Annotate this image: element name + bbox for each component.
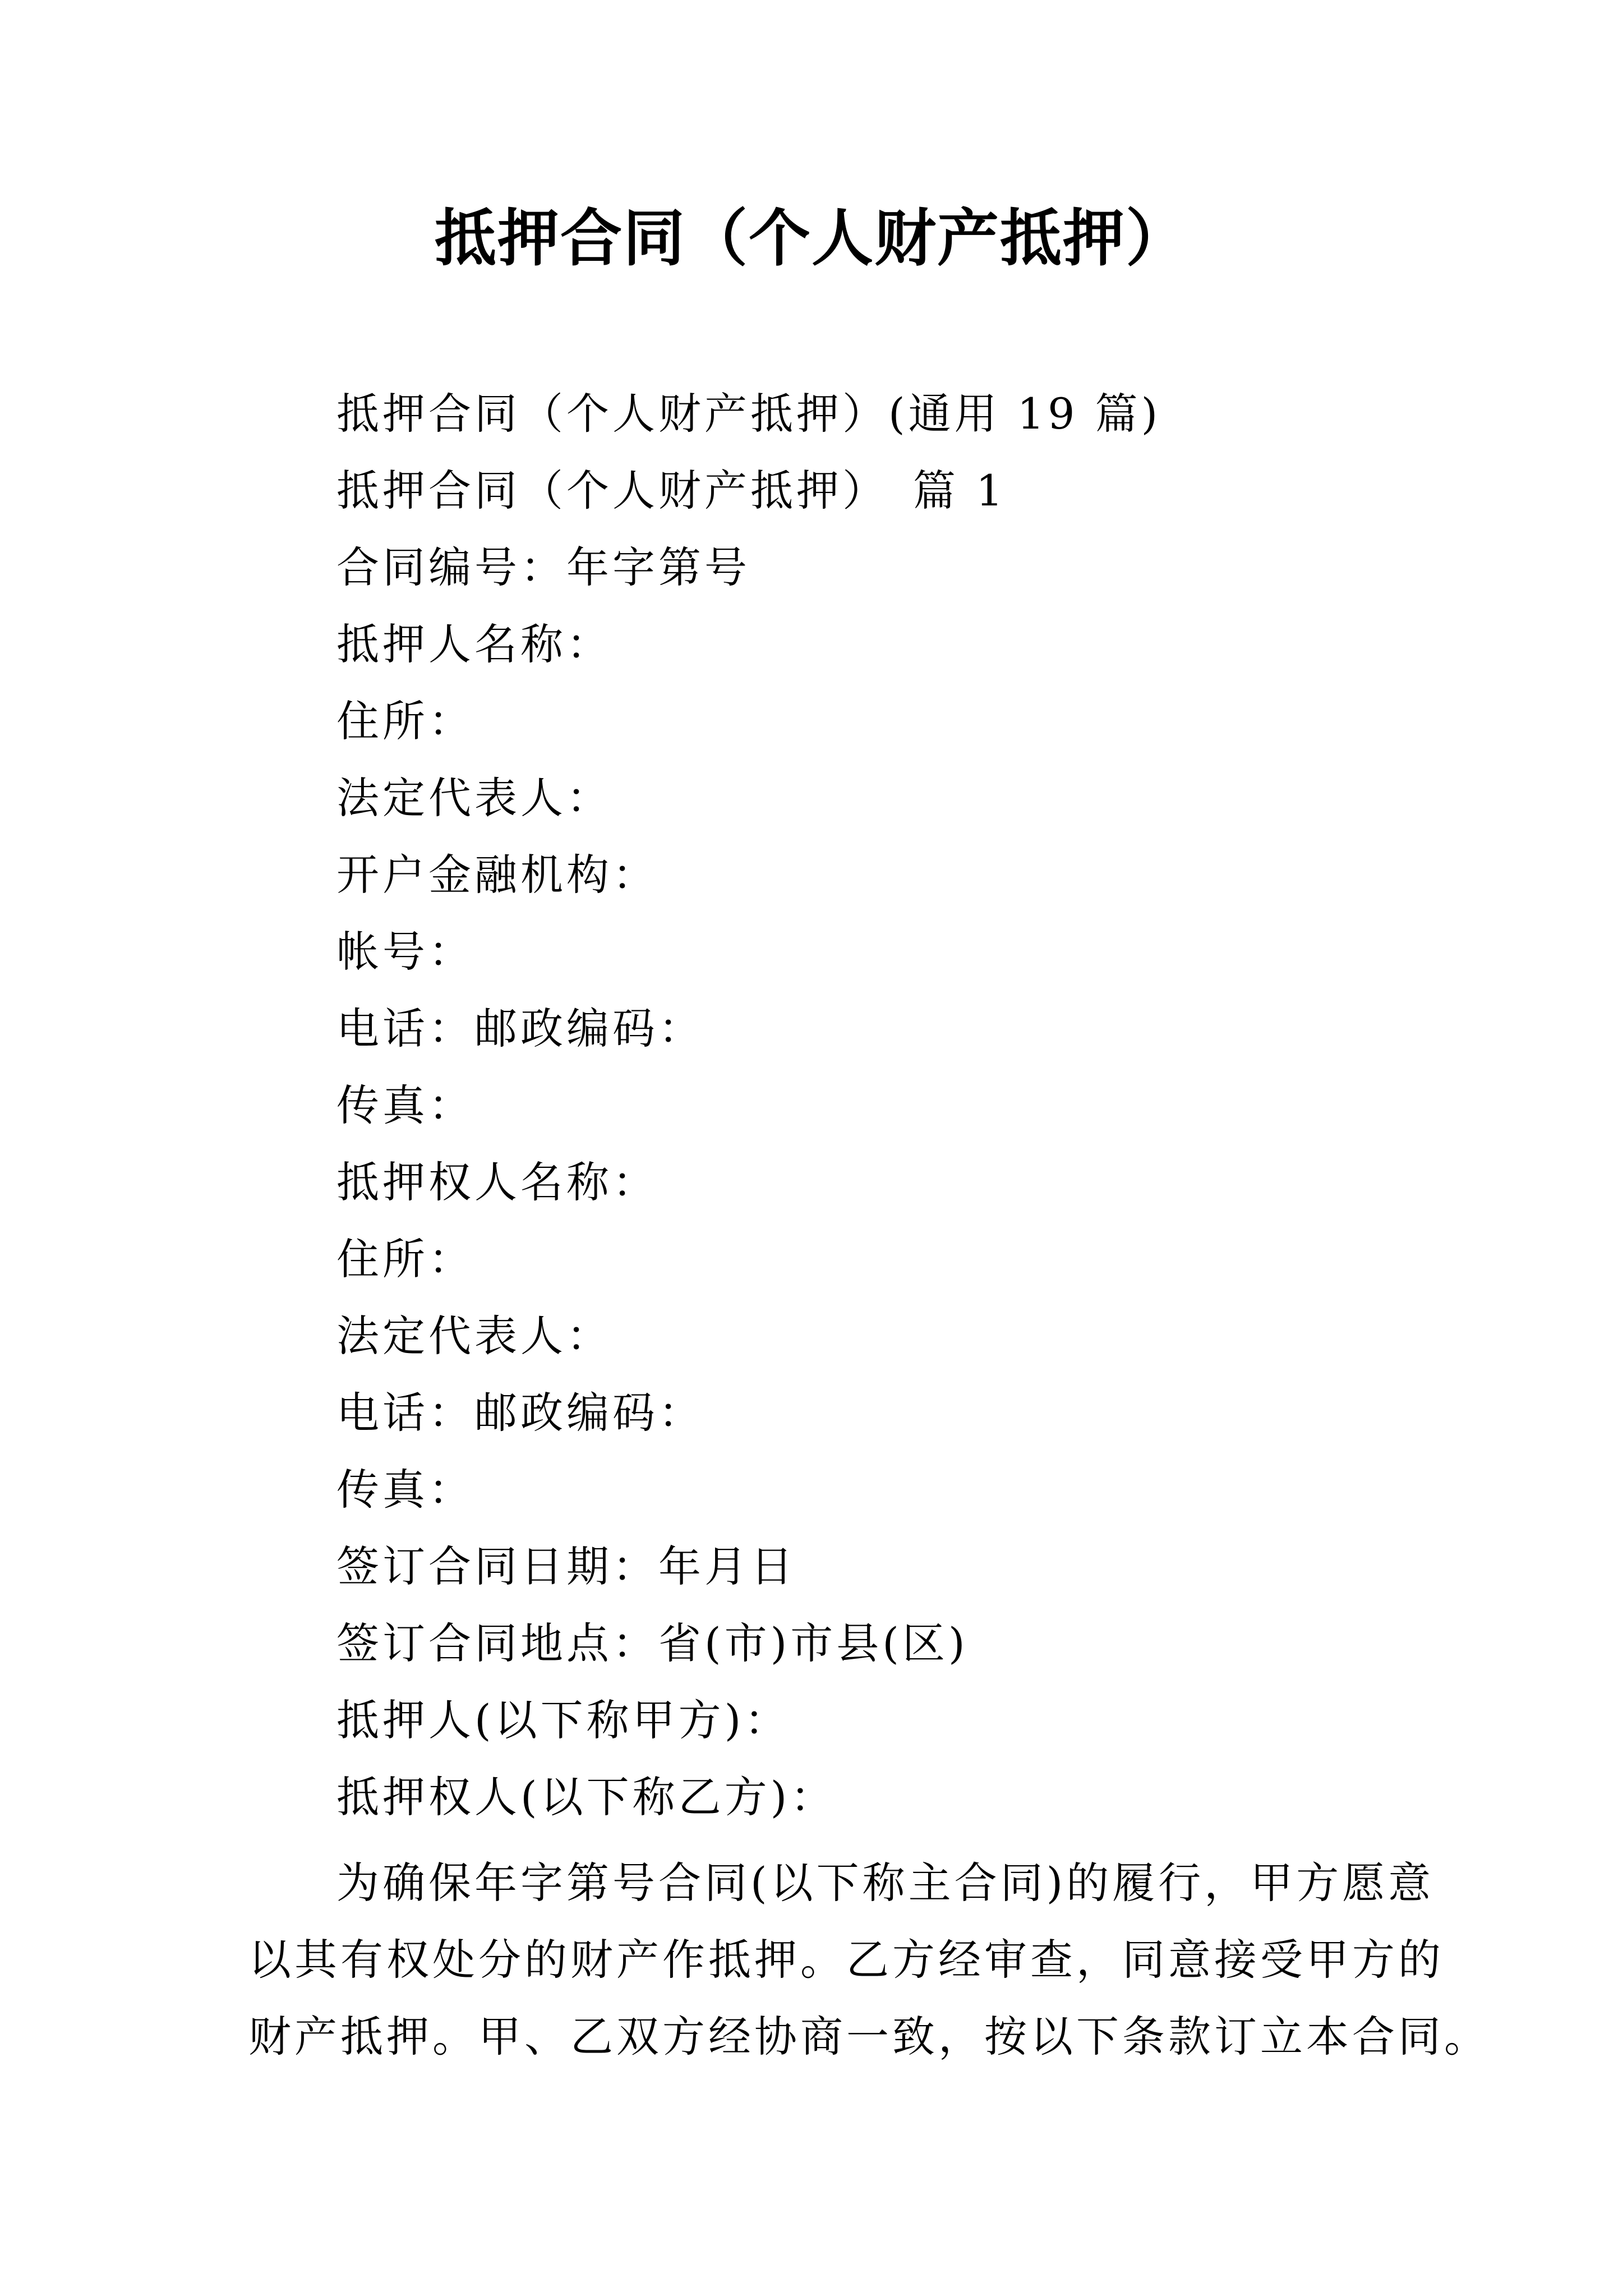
intro-paragraph — [248, 1844, 1490, 2075]
contract-number-field: 合同编号：年字第号 — [336, 542, 750, 592]
paragraph-line: 以其有权处分的财产作抵押。乙方经审查，同意接受甲方的 — [248, 1935, 1444, 1985]
party-a-line: 抵押人(以下称甲方)： — [336, 1695, 791, 1745]
paragraph-line: 为确保年字第号合同(以下称主合同)的履行，甲方愿意 — [336, 1858, 1435, 1908]
document-title: 抵押合同（个人财产抵押） — [435, 202, 1188, 274]
mortgagor-phone-postcode-field: 电话：邮政编码： — [336, 1004, 704, 1053]
mortgagor-address-field: 住所： — [336, 696, 474, 746]
mortgagee-address-field: 住所： — [336, 1234, 474, 1284]
mortgagor-name-field: 抵押人名称： — [336, 619, 612, 669]
mortgagee-legal-rep-field: 法定代表人： — [336, 1311, 612, 1361]
mortgagee-phone-postcode-field: 电话：邮政编码： — [336, 1388, 704, 1438]
signing-place-field: 签订合同地点：省(市)市县(区) — [336, 1618, 969, 1668]
mortgagee-name-field: 抵押权人名称： — [336, 1157, 658, 1207]
party-b-line: 抵押权人(以下称乙方)： — [336, 1772, 837, 1822]
mortgagor-fax-field: 传真： — [336, 1080, 474, 1130]
mortgagee-fax-field: 传真： — [336, 1465, 474, 1515]
header-fields — [336, 375, 1458, 1835]
mortgagor-legal-rep-field: 法定代表人： — [336, 773, 612, 823]
mortgagor-bank-field: 开户金融机构： — [336, 850, 658, 900]
paragraph-line: 财产抵押。甲、乙双方经协商一致，按以下条款订立本合同。 — [248, 2012, 1490, 2062]
section-heading: 抵押合同（个人财产抵押） 篇 1 — [336, 466, 1007, 516]
mortgagor-account-field: 帐号： — [336, 927, 474, 977]
subtitle-line: 抵押合同（个人财产抵押）(通用 19 篇) — [336, 389, 1161, 439]
signing-date-field: 签订合同日期：年月日 — [336, 1542, 796, 1591]
